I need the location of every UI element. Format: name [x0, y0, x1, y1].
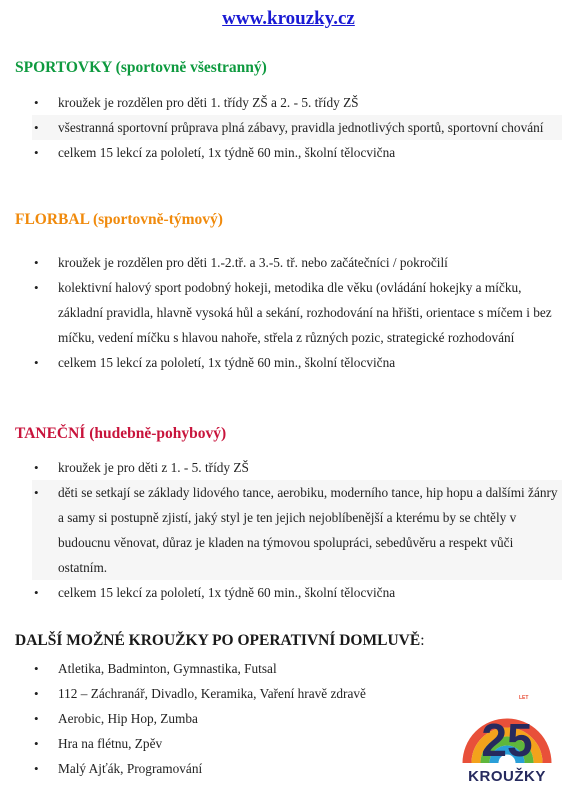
- dalsi-list: [32, 656, 452, 781]
- dalsi-title: DALŠÍ MOŽNÉ KROUŽKY PO OPERATIVNÍ DOMLUVĚ: [15, 632, 421, 649]
- krouzky-logo: [462, 668, 552, 788]
- rainbow-25-icon: [462, 668, 552, 768]
- list-item: • 112 – Záchranář, Divadlo, Keramika, Vaření hravě zdravě: [32, 681, 452, 706]
- list-item: • celkem 15 lekcí za pololetí, 1x týdně 60 min., školní tělocvična: [32, 140, 562, 165]
- list-item: • Aerobic, Hip Hop, Zumba: [32, 706, 452, 731]
- list-item: • celkem 15 lekcí za pololetí, 1x týdně 60 min., školní tělocvična: [32, 580, 562, 605]
- list-item: • celkem 15 lekcí za pololetí, 1x týdně 60 min., školní tělocvična: [32, 350, 562, 375]
- list-item: • děti se setkají se základy lidového tance, aerobiku, moderního tance, hip hopu a dalšími žánry a samy si postupně zjistí, jaký styl je ten jejich nejoblíbenější a kterému by se chtěly v budoucnu věnovat, důraz je kladen na týmovou spolupráci, sebedůvěru a respekt vůči ostatním.: [32, 480, 562, 580]
- list-item: • Malý Ajťák, Programování: [32, 756, 452, 781]
- list-item: • Atletika, Badminton, Gymnastika, Futsal: [32, 656, 452, 681]
- florbal-list: [32, 250, 562, 375]
- site-url-link[interactable]: www.krouzky.cz: [222, 8, 355, 29]
- section-heading-sportovky: SPORTOVKY (sportovně všestranný): [15, 59, 267, 76]
- list-item: • kolektivní halový sport podobný hokeji, metodika dle věku (ovládání hokejky a míčku, základní pravidla, hlavně vysoká hůl a sekání, rozhodování na hřišti, orientace s míčem i bez míčku, vedení míčku s hlavou nahoře, střela z různých pozic, strategické rozhodování: [32, 275, 562, 350]
- svg-text:25: 25: [481, 714, 533, 766]
- list-item: • kroužek je rozdělen pro děti 1.-2.tř. a 3.-5. tř. nebo začátečníci / pokročilí: [32, 250, 562, 275]
- logo-name: KROUŽKY: [468, 768, 546, 785]
- section-heading-florbal: FLORBAL (sportovně-týmový): [15, 211, 223, 228]
- section-heading-dalsi: [15, 632, 425, 650]
- sportovky-list: [32, 90, 562, 165]
- logo-let-label: LET: [519, 695, 529, 701]
- dalsi-title-suffix: :: [420, 632, 425, 649]
- list-item: • Hra na flétnu, Zpěv: [32, 731, 452, 756]
- section-heading-tanecni: TANEČNÍ (hudebně-pohybový): [15, 425, 227, 442]
- list-item: • kroužek je rozdělen pro děti 1. třídy ZŠ a 2. - 5. třídy ZŠ: [32, 90, 562, 115]
- tanecni-list: [32, 455, 562, 605]
- list-item: • kroužek je pro děti z 1. - 5. třídy ZŠ: [32, 455, 562, 480]
- list-item: • všestranná sportovní průprava plná zábavy, pravidla jednotlivých sportů, sportovní chování: [32, 115, 562, 140]
